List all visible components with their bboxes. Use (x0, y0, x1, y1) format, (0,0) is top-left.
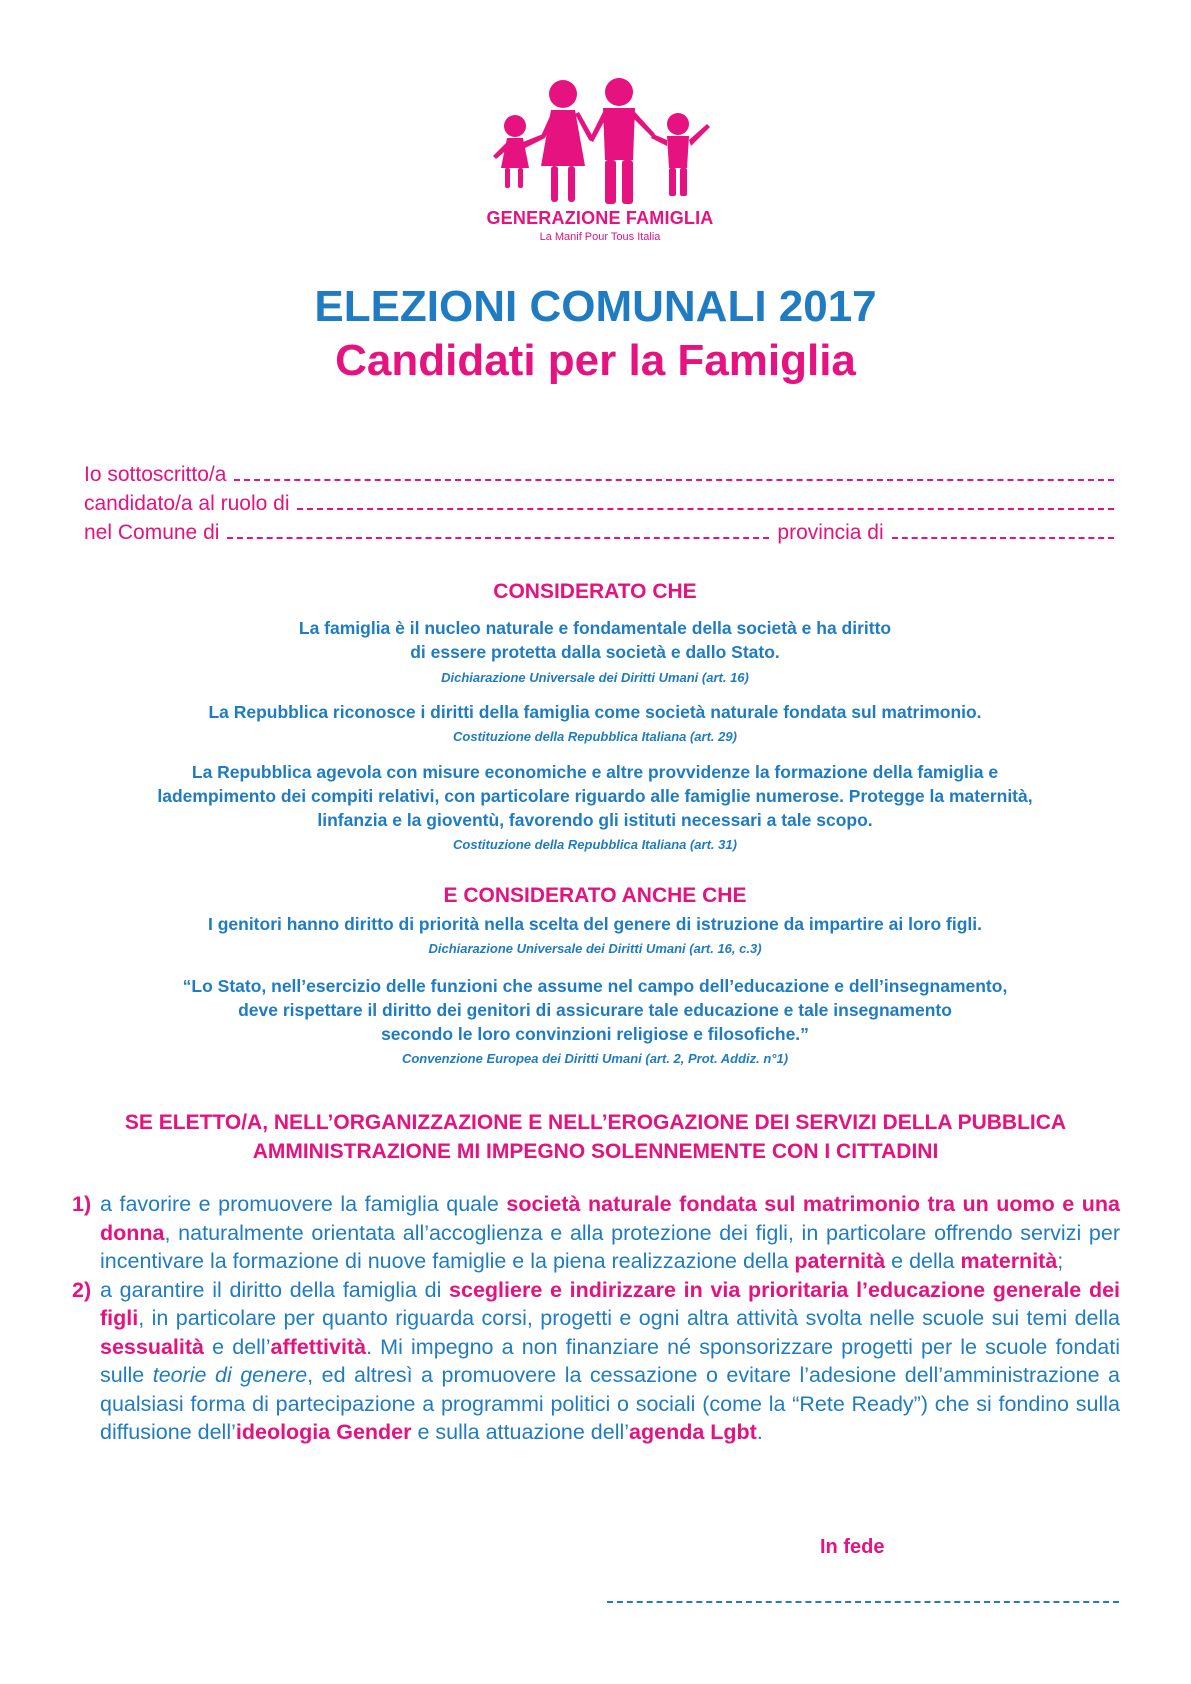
signature-label: In fede (820, 1536, 885, 1558)
form-line-role (84, 492, 1114, 521)
comune-label: nel Comune di (84, 521, 220, 544)
considerato-quote-3-line-3: linfanzia e la gioventù, favorendo gli istituti necessari a tale scopo. (317, 810, 873, 830)
logo-name: GENERAZIONE FAMIGLIA (486, 208, 714, 228)
item-1-number: 1) (72, 1192, 92, 1216)
considerato-cite-2: Costituzione della Repubblica Italiana (art. 29) (453, 729, 737, 744)
commitment-heading-line-1: SE ELETTO/A, NELL’ORGANIZZAZIONE E NELL’EROGAZIONE DEI SERVIZI DELLA PUBBLICA (124, 1111, 1067, 1134)
considerato-anche-quote-2-line-1: “Lo Stato, nell’esercizio delle funzioni che assume nel campo dell’educazione e dell’insegnamento, (182, 976, 1008, 996)
item-2-text: a garantire il diritto della famiglia di scegliere e indirizzare in via prioritaria l’educazione generale dei figli, in particolare per quanto riguarda corsi, progetti e ogni altra attività svolta nelle scuole sui temi della sessualità e dell’affettività. Mi impegno a non finanziare né sponsorizzare progetti per le scuole fondati sulle teorie di genere, ed altresì a promuovere la cessazione o evitare l’adesione dell’amministrazione a qualsiasi forma di partecipazione a programmi politici o sociali (come la “Rete Ready”) che si fondino sulla diffusione dell’ideologia Gender e sulla attuazione dell’agenda Lgbt. (100, 1277, 1121, 1444)
commitment-item-2 (72, 1276, 1120, 1447)
considerato-anche-quote-2-line-3: secondo le loro convinzioni religiose e filosofiche.” (381, 1024, 809, 1044)
role-field[interactable] (297, 492, 1114, 510)
commitment-item-1 (72, 1190, 1120, 1276)
family-logo-icon (485, 76, 715, 206)
form-line-name (84, 463, 1114, 492)
name-field[interactable] (234, 463, 1114, 481)
considerato-anche-quote-1: I genitori hanno diritto di priorità nella scelta del genere di istruzione da impartire ai loro figli. (207, 914, 982, 934)
logo (470, 76, 730, 243)
page-title: ELEZIONI COMUNALI 2017 (314, 282, 877, 331)
signature-field[interactable] (607, 1601, 1119, 1603)
role-label: candidato/a al ruolo di (84, 492, 290, 515)
considerato-quote-2: La Repubblica riconosce i diritti della famiglia come società naturale fondata sul matrimonio. (208, 702, 982, 722)
form-line-comune (84, 521, 1114, 550)
provincia-field[interactable] (892, 521, 1114, 539)
name-label: Io sottoscritto/a (84, 463, 227, 486)
page-subtitle: Candidati per la Famiglia (335, 336, 856, 385)
item-1-text: a favorire e promuovere la famiglia quale società naturale fondata sul matrimonio tra un uomo e una donna, naturalmente orientata all’accoglienza e alla protezione dei figli, in particolare offrendo servizi per incentivare la formazione di nuove famiglie e la piena realizzazione della paternità e della maternità; (100, 1192, 1120, 1273)
candidate-form (84, 463, 1114, 550)
logo-subtitle: La Manif Pour Tous Italia (539, 231, 661, 243)
considerato-anche-cite-2: Convenzione Europea dei Diritti Umani (art. 2, Prot. Addiz. n°1) (401, 1051, 789, 1066)
comune-field[interactable] (227, 521, 769, 539)
considerato-anche-heading: E CONSIDERATO ANCHE CHE (443, 884, 747, 907)
considerato-quote-3-line-1: La Repubblica agevola con misure economiche e altre provvidenze la formazione della famiglia e (191, 762, 999, 782)
considerato-cite-3: Costituzione della Repubblica Italiana (art. 31) (453, 837, 737, 852)
considerato-cite-1: Dichiarazione Universale dei Diritti Umani (art. 16) (441, 670, 749, 685)
commitment-heading-line-2: AMMINISTRAZIONE MI IMPEGNO SOLENNEMENTE CON I CITTADINI (252, 1140, 939, 1163)
considerato-quote-1-line-1: La famiglia è il nucleo naturale e fondamentale della società e ha diritto (298, 618, 892, 638)
provincia-label: provincia di (777, 521, 884, 544)
considerato-quote-1-line-2: di essere protetta dalla società e dallo Stato. (410, 642, 780, 662)
item-2-number: 2) (72, 1277, 92, 1302)
commitment-list (72, 1190, 1120, 1447)
considerato-heading: CONSIDERATO CHE (493, 580, 697, 603)
considerato-anche-cite-1: Dichiarazione Universale dei Diritti Umani (art. 16, c.3) (428, 941, 762, 956)
considerato-anche-quote-2-line-2: deve rispettare il diritto dei genitori di assicurare tale educazione e tale insegnamento (238, 1000, 952, 1020)
considerato-quote-3-line-2: ladempimento dei compiti relativi, con particolare riguardo alle famiglie numerose. Protegge la maternità, (157, 786, 1033, 806)
